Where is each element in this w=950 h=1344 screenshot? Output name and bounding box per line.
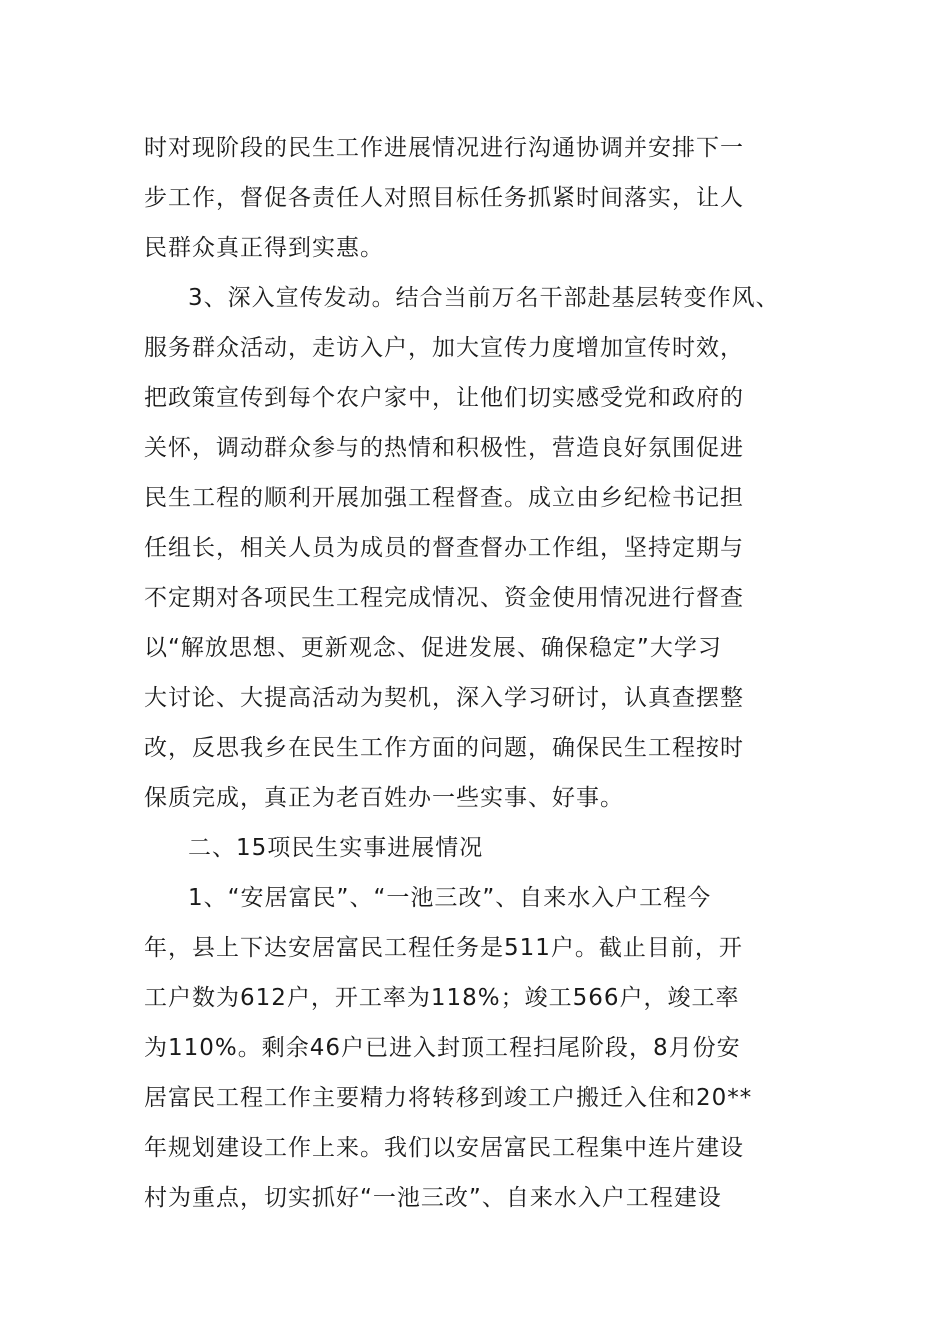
text-line: 任组长，相关人员为成员的督查督办工作组，坚持定期与 — [144, 535, 744, 561]
text-line: 民群众真正得到实惠。 — [144, 235, 384, 261]
text-line: 关怀，调动群众参与的热情和积极性，营造良好氛围促进 — [144, 435, 744, 461]
text-line: 村为重点，切实抓好“一池三改”、自来水入户工程建设 — [144, 1185, 722, 1211]
text-line: 年规划建设工作上来。我们以安居富民工程集中连片建设 — [144, 1135, 744, 1161]
text-line: 年，县上下达安居富民工程任务是511户。截止目前，开 — [144, 935, 743, 961]
body-text — [144, 123, 864, 1223]
text-line: 为110%。剩余46户已进入封顶工程扫尾阶段，8月份安 — [144, 1035, 741, 1061]
text-line: 大讨论、大提高活动为契机，深入学习研讨，认真查摆整 — [144, 685, 744, 711]
text-line: 居富民工程工作主要精力将转移到竣工户搬迁入住和20** — [144, 1085, 753, 1111]
text-line: 民生工程的顺利开展加强工程督查。成立由乡纪检书记担 — [144, 485, 744, 511]
text-line: 时对现阶段的民生工作进展情况进行沟通协调并安排下一 — [144, 135, 744, 161]
paragraph-start-line: 3、深入宣传发动。结合当前万名干部赴基层转变作风、 — [188, 285, 780, 311]
section-heading: 二、15项民生实事进展情况 — [188, 835, 484, 861]
paragraph-start-line: 1、“安居富民”、“一池三改”、自来水入户工程今 — [188, 885, 712, 911]
text-line: 不定期对各项民生工程完成情况、资金使用情况进行督查 — [144, 585, 744, 611]
text-line: 把政策宣传到每个农户家中，让他们切实感受党和政府的 — [144, 385, 744, 411]
text-line: 工户数为612户，开工率为118%；竣工566户，竣工率 — [144, 985, 740, 1011]
text-line: 改，反思我乡在民生工作方面的问题，确保民生工程按时 — [144, 735, 744, 761]
text-line: 步工作，督促各责任人对照目标任务抓紧时间落实，让人 — [144, 185, 744, 211]
text-line: 以“解放思想、更新观念、促进发展、确保稳定”大学习 — [144, 635, 722, 661]
text-line: 保质完成，真正为老百姓办一些实事、好事。 — [144, 785, 624, 811]
text-line: 服务群众活动，走访入户，加大宣传力度增加宣传时效， — [144, 335, 744, 361]
